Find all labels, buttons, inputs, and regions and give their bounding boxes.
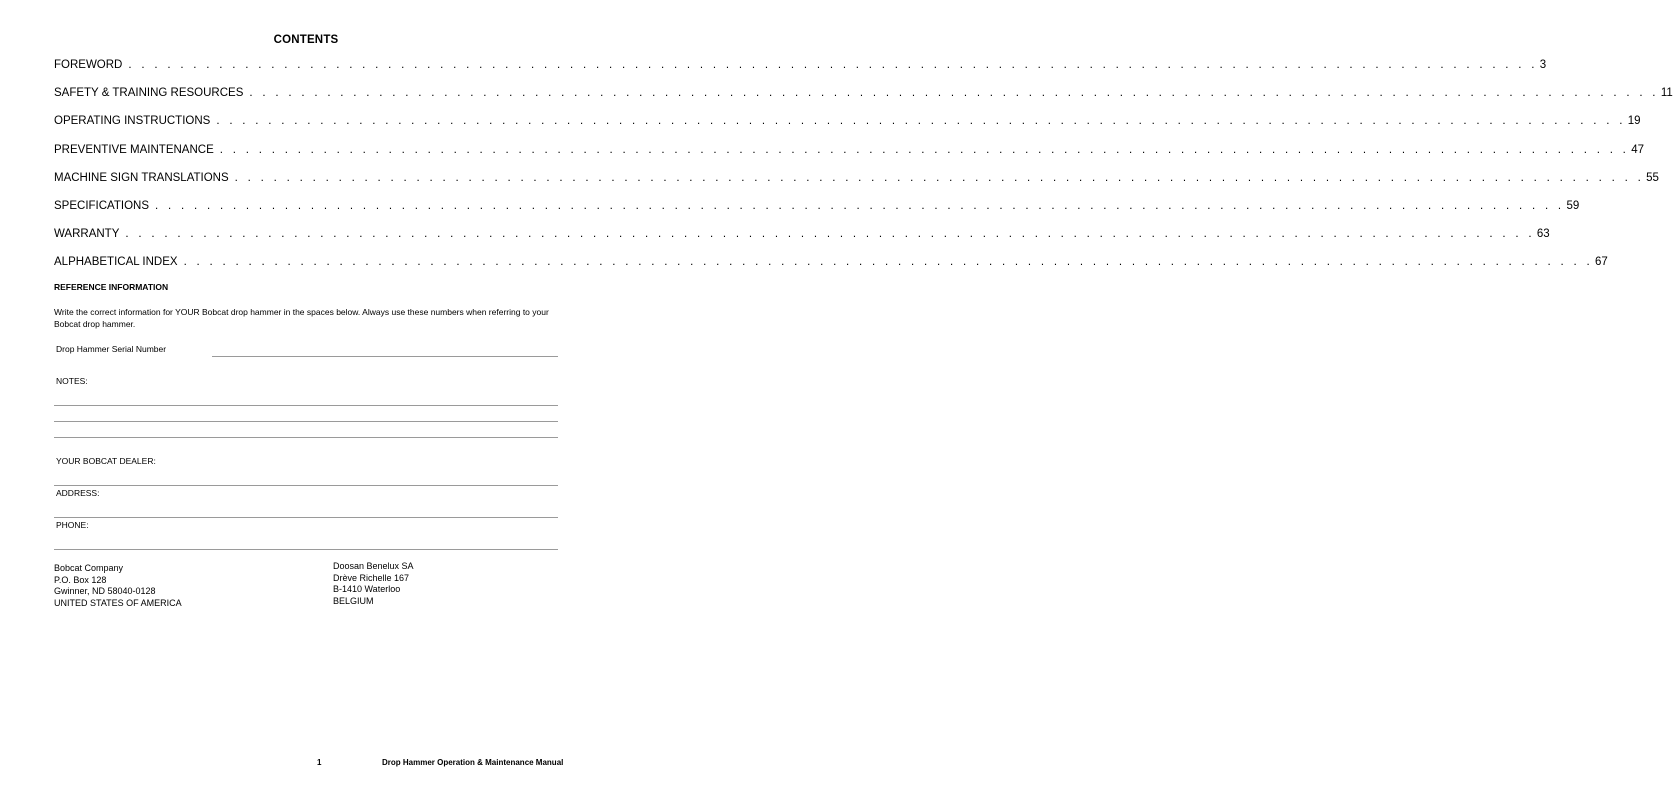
phone-field[interactable] [54, 549, 558, 550]
notes-line-3[interactable] [54, 437, 558, 438]
toc-entry-specifications[interactable] [54, 199, 1580, 228]
toc-entry-label: MACHINE SIGN TRANSLATIONS [54, 171, 229, 184]
reference-heading: REFERENCE INFORMATION [54, 282, 169, 292]
toc-entry-operating[interactable] [54, 115, 1641, 143]
address-line: Doosan Benelux SA [333, 561, 414, 571]
address-field[interactable] [54, 517, 558, 518]
toc-entry-page: 59 [1566, 199, 1580, 212]
dealer-field[interactable] [54, 485, 558, 486]
table-of-contents [54, 59, 1673, 285]
address-line: Bobcat Company [54, 563, 124, 573]
phone-label: PHONE: [56, 520, 89, 530]
manual-title: Drop Hammer Operation & Maintenance Manual [382, 758, 564, 767]
address-line: BELGIUM [333, 595, 374, 606]
toc-entry-page: 47 [1631, 143, 1644, 156]
page-title: CONTENTS [273, 34, 339, 46]
notes-line-2[interactable] [54, 421, 558, 422]
address-line: Gwinner, ND 58040-0128 [54, 586, 156, 597]
toc-entry-label: PREVENTIVE MAINTENANCE [54, 143, 214, 156]
toc-entry-foreword[interactable] [54, 59, 1547, 87]
address-line: P.O. Box 128 [54, 574, 107, 585]
toc-entry-page: 11 [1660, 87, 1673, 100]
toc-entry-page: 3 [1539, 59, 1547, 71]
dealer-label: YOUR BOBCAT DEALER: [56, 456, 156, 466]
toc-leader-dots: . . . . . . . . . . . . . . . . . . . . . . . . . . . . . . . . . . . . . . . . . . . . . . . . . . . . . . . . . . . . . . . . . . . . . . . . . . . . . . . . . . . . . . . . . . . . . . . . . . . . . . . . . . . . . [125, 228, 1535, 241]
toc-leader-dots: . . . . . . . . . . . . . . . . . . . . . . . . . . . . . . . . . . . . . . . . . . . . . . . . . . . . . . . . . . . . . . . . . . . . . . . . . . . . . . . . . . . . . . . . . . . . . . . . . . . . . . . . . . . . . [128, 59, 1538, 71]
toc-entry-page: 63 [1536, 228, 1550, 241]
toc-leader-dots: . . . . . . . . . . . . . . . . . . . . . . . . . . . . . . . . . . . . . . . . . . . . . . . . . . . . . . . . . . . . . . . . . . . . . . . . . . . . . . . . . . . . . . . . . . . . . . . . . . . . . . . . . . . . . [216, 115, 1626, 128]
serial-number-label: Drop Hammer Serial Number [56, 344, 167, 354]
page-number: 1 [317, 758, 322, 767]
toc-entry-warranty[interactable] [54, 228, 1550, 256]
serial-number-field[interactable] [212, 356, 558, 357]
toc-entry-safety[interactable] [54, 87, 1673, 115]
notes-label: NOTES: [56, 376, 88, 386]
toc-entry-label: ALPHABETICAL INDEX [54, 256, 178, 269]
toc-entry-index[interactable] [54, 256, 1608, 284]
toc-entry-page: 19 [1627, 115, 1641, 128]
toc-entry-sign-translations[interactable] [54, 171, 1659, 200]
address-line: Drève Richelle 167 [333, 572, 410, 583]
toc-entry-label: FOREWORD [54, 59, 123, 71]
toc-entry-label: SPECIFICATIONS [54, 199, 149, 212]
address-line: UNITED STATES OF AMERICA [54, 597, 182, 608]
toc-entry-label: OPERATING INSTRUCTIONS [54, 115, 211, 128]
toc-entry-page: 55 [1646, 171, 1659, 184]
bobcat-company-address [54, 563, 182, 609]
toc-entry-maintenance[interactable] [54, 143, 1644, 172]
address-label: ADDRESS: [56, 488, 100, 498]
toc-leader-dots: . . . . . . . . . . . . . . . . . . . . . . . . . . . . . . . . . . . . . . . . . . . . . . . . . . . . . . . . . . . . . . . . . . . . . . . . . . . . . . . . . . . . . . . . . . . . . . . . . . . . . . . . . . . . . [249, 87, 1659, 100]
toc-entry-label: SAFETY & TRAINING RESOURCES [54, 87, 244, 100]
reference-instructions: Write the correct information for YOUR Bobcat drop hammer in the spaces below. Always use these numbers when referring to your Bobcat drop hammer. [54, 307, 549, 329]
toc-leader-dots: . . . . . . . . . . . . . . . . . . . . . . . . . . . . . . . . . . . . . . . . . . . . . . . . . . . . . . . . . . . . . . . . . . . . . . . . . . . . . . . . . . . . . . . . . . . . . . . . . . . . . . . . . . . . . [219, 143, 1630, 156]
toc-entry-label: WARRANTY [54, 228, 120, 241]
notes-line-1[interactable] [54, 405, 558, 406]
address-line: B-1410 Waterloo [333, 584, 401, 595]
toc-leader-dots: . . . . . . . . . . . . . . . . . . . . . . . . . . . . . . . . . . . . . . . . . . . . . . . . . . . . . . . . . . . . . . . . . . . . . . . . . . . . . . . . . . . . . . . . . . . . . . . . . . . . . . . . . . . . . [155, 199, 1565, 212]
toc-leader-dots: . . . . . . . . . . . . . . . . . . . . . . . . . . . . . . . . . . . . . . . . . . . . . . . . . . . . . . . . . . . . . . . . . . . . . . . . . . . . . . . . . . . . . . . . . . . . . . . . . . . . . . . . . . . . . [234, 171, 1645, 184]
doosan-benelux-address [333, 561, 414, 607]
toc-leader-dots: . . . . . . . . . . . . . . . . . . . . . . . . . . . . . . . . . . . . . . . . . . . . . . . . . . . . . . . . . . . . . . . . . . . . . . . . . . . . . . . . . . . . . . . . . . . . . . . . . . . . . . . . . . . . . [183, 256, 1593, 269]
toc-entry-page: 67 [1595, 256, 1608, 269]
